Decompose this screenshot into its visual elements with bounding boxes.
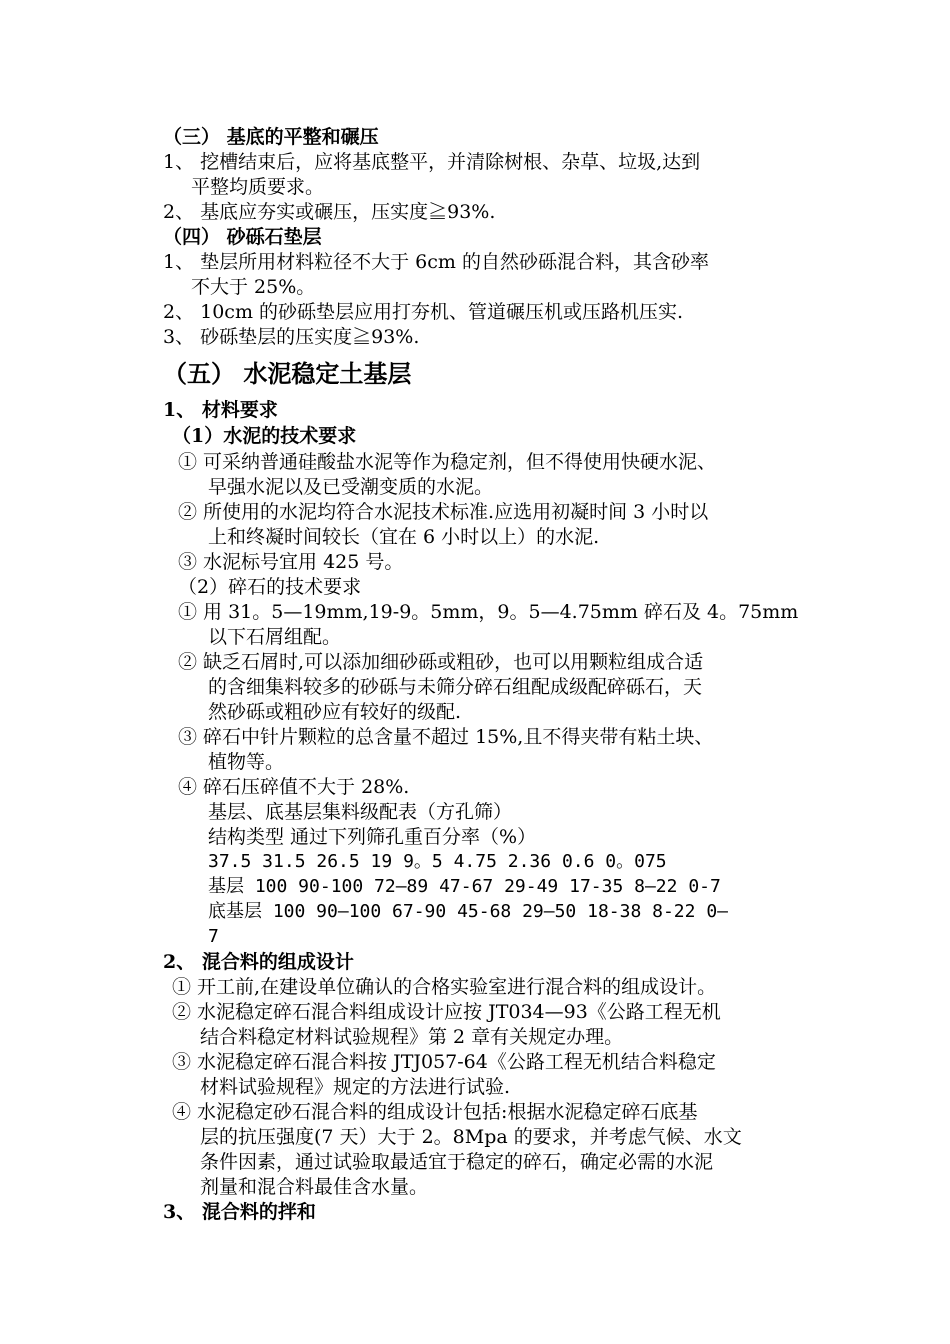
- gradation-table-sieves: 37.5 31.5 26.5 19 9。5 4.75 2.36 0.6 0。075: [208, 851, 667, 872]
- gradation-table-row-base: 基层 100 90-100 72—89 47-67 29-49 17-35 8—22 0-7: [208, 876, 721, 897]
- gravel-item-3-cont: 植物等。: [208, 751, 285, 773]
- gravel-item-2: ② 缺乏石屑时,可以添加细砂砾或粗砂，也可以用颗粒组成合适: [178, 651, 704, 673]
- section-4-heading: （四） 砂砾石垫层: [163, 226, 322, 248]
- design-item-4: ④ 水泥稳定砂石混合料的组成设计包括:根据水泥稳定碎石底基: [172, 1101, 698, 1123]
- gradation-table-row-subbase-cont: 7: [208, 926, 219, 947]
- section-5-heading: （五） 水泥稳定土基层: [163, 359, 412, 388]
- section-3-item-1: 1、 挖槽结束后，应将基底整平，并清除树根、杂草、垃圾,达到: [163, 151, 701, 173]
- gravel-item-2-cont-2: 然砂砾或粗砂应有较好的级配.: [208, 701, 462, 723]
- design-item-1: ① 开工前,在建设单位确认的合格实验室进行混合料的组成设计。: [172, 976, 717, 998]
- section-3-heading: （三） 基底的平整和碾压: [163, 126, 379, 148]
- sub-1-heading: 1、 材料要求: [163, 399, 278, 421]
- cement-heading: （1）水泥的技术要求: [172, 425, 357, 447]
- gravel-item-2-cont-1: 的含细集料较多的砂砾与未筛分碎石组配成级配碎砾石，天: [208, 676, 703, 698]
- gravel-item-1-cont: 以下石屑组配。: [208, 626, 342, 648]
- gradation-table-row-subbase: 底基层 100 90—100 67-90 45-68 29—50 18-38 8-22 0—: [208, 901, 728, 922]
- design-item-3: ③ 水泥稳定碎石混合料按 JTJ057-64《公路工程无机结合料稳定: [172, 1051, 716, 1073]
- section-4-item-3: 3、 砂砾垫层的压实度≧93%.: [163, 326, 420, 348]
- section-4-item-1-cont: 不大于 25%。: [191, 276, 316, 298]
- cement-item-3: ③ 水泥标号宜用 425 号。: [178, 551, 404, 573]
- section-3-item-2: 2、 基底应夯实或碾压，压实度≧93%.: [163, 201, 496, 223]
- cement-item-1-cont: 早强水泥以及已受潮变质的水泥。: [208, 476, 494, 498]
- gradation-table-title: 基层、底基层集料级配表（方孔筛）: [208, 801, 513, 823]
- gravel-heading: （2）碎石的技术要求: [178, 576, 362, 598]
- section-4-item-2: 2、 10cm 的砂砾垫层应用打夯机、管道碾压机或压路机压实.: [163, 301, 684, 323]
- gravel-item-1: ① 用 31。5—19mm,19-9。5mm，9。5—4.75mm 碎石及 4。75mm: [178, 601, 799, 623]
- design-item-2: ② 水泥稳定碎石混合料组成设计应按 JT034—93《公路工程无机: [172, 1001, 721, 1023]
- gravel-item-3: ③ 碎石中针片颗粒的总含量不超过 15%,且不得夹带有粘土块、: [178, 726, 714, 748]
- design-item-3-cont: 材料试验规程》规定的方法进行试验.: [200, 1076, 511, 1098]
- design-item-4-cont-1: 层的抗压强度(7 天）大于 2。8Mpa 的要求，并考虑气候、水文: [200, 1126, 742, 1148]
- design-item-4-cont-2: 条件因素，通过试验取最适宜于稳定的碎石，确定必需的水泥: [200, 1151, 714, 1173]
- gradation-table-header: 结构类型 通过下列筛孔重百分率（%）: [208, 826, 537, 848]
- gravel-item-4: ④ 碎石压碎值不大于 28%.: [178, 776, 410, 798]
- design-item-4-cont-3: 剂量和混合料最佳含水量。: [200, 1176, 429, 1198]
- section-4-item-1: 1、 垫层所用材料粒径不大于 6cm 的自然砂砾混合料，其含砂率: [163, 251, 709, 273]
- cement-item-2: ② 所使用的水泥均符合水泥技术标准.应选用初凝时间 3 小时以: [178, 501, 709, 523]
- cement-item-1: ① 可采纳普通硅酸盐水泥等作为稳定剂，但不得使用快硬水泥、: [178, 451, 717, 473]
- cement-item-2-cont: 上和终凝时间较长（宜在 6 小时以上）的水泥.: [208, 526, 600, 548]
- design-item-2-cont: 结合料稳定材料试验规程》第 2 章有关规定办理。: [200, 1026, 624, 1048]
- sub-3-heading: 3、 混合料的拌和: [163, 1201, 316, 1223]
- sub-2-heading: 2、 混合料的组成设计: [163, 951, 354, 973]
- section-3-item-1-cont: 平整均质要求。: [191, 176, 325, 198]
